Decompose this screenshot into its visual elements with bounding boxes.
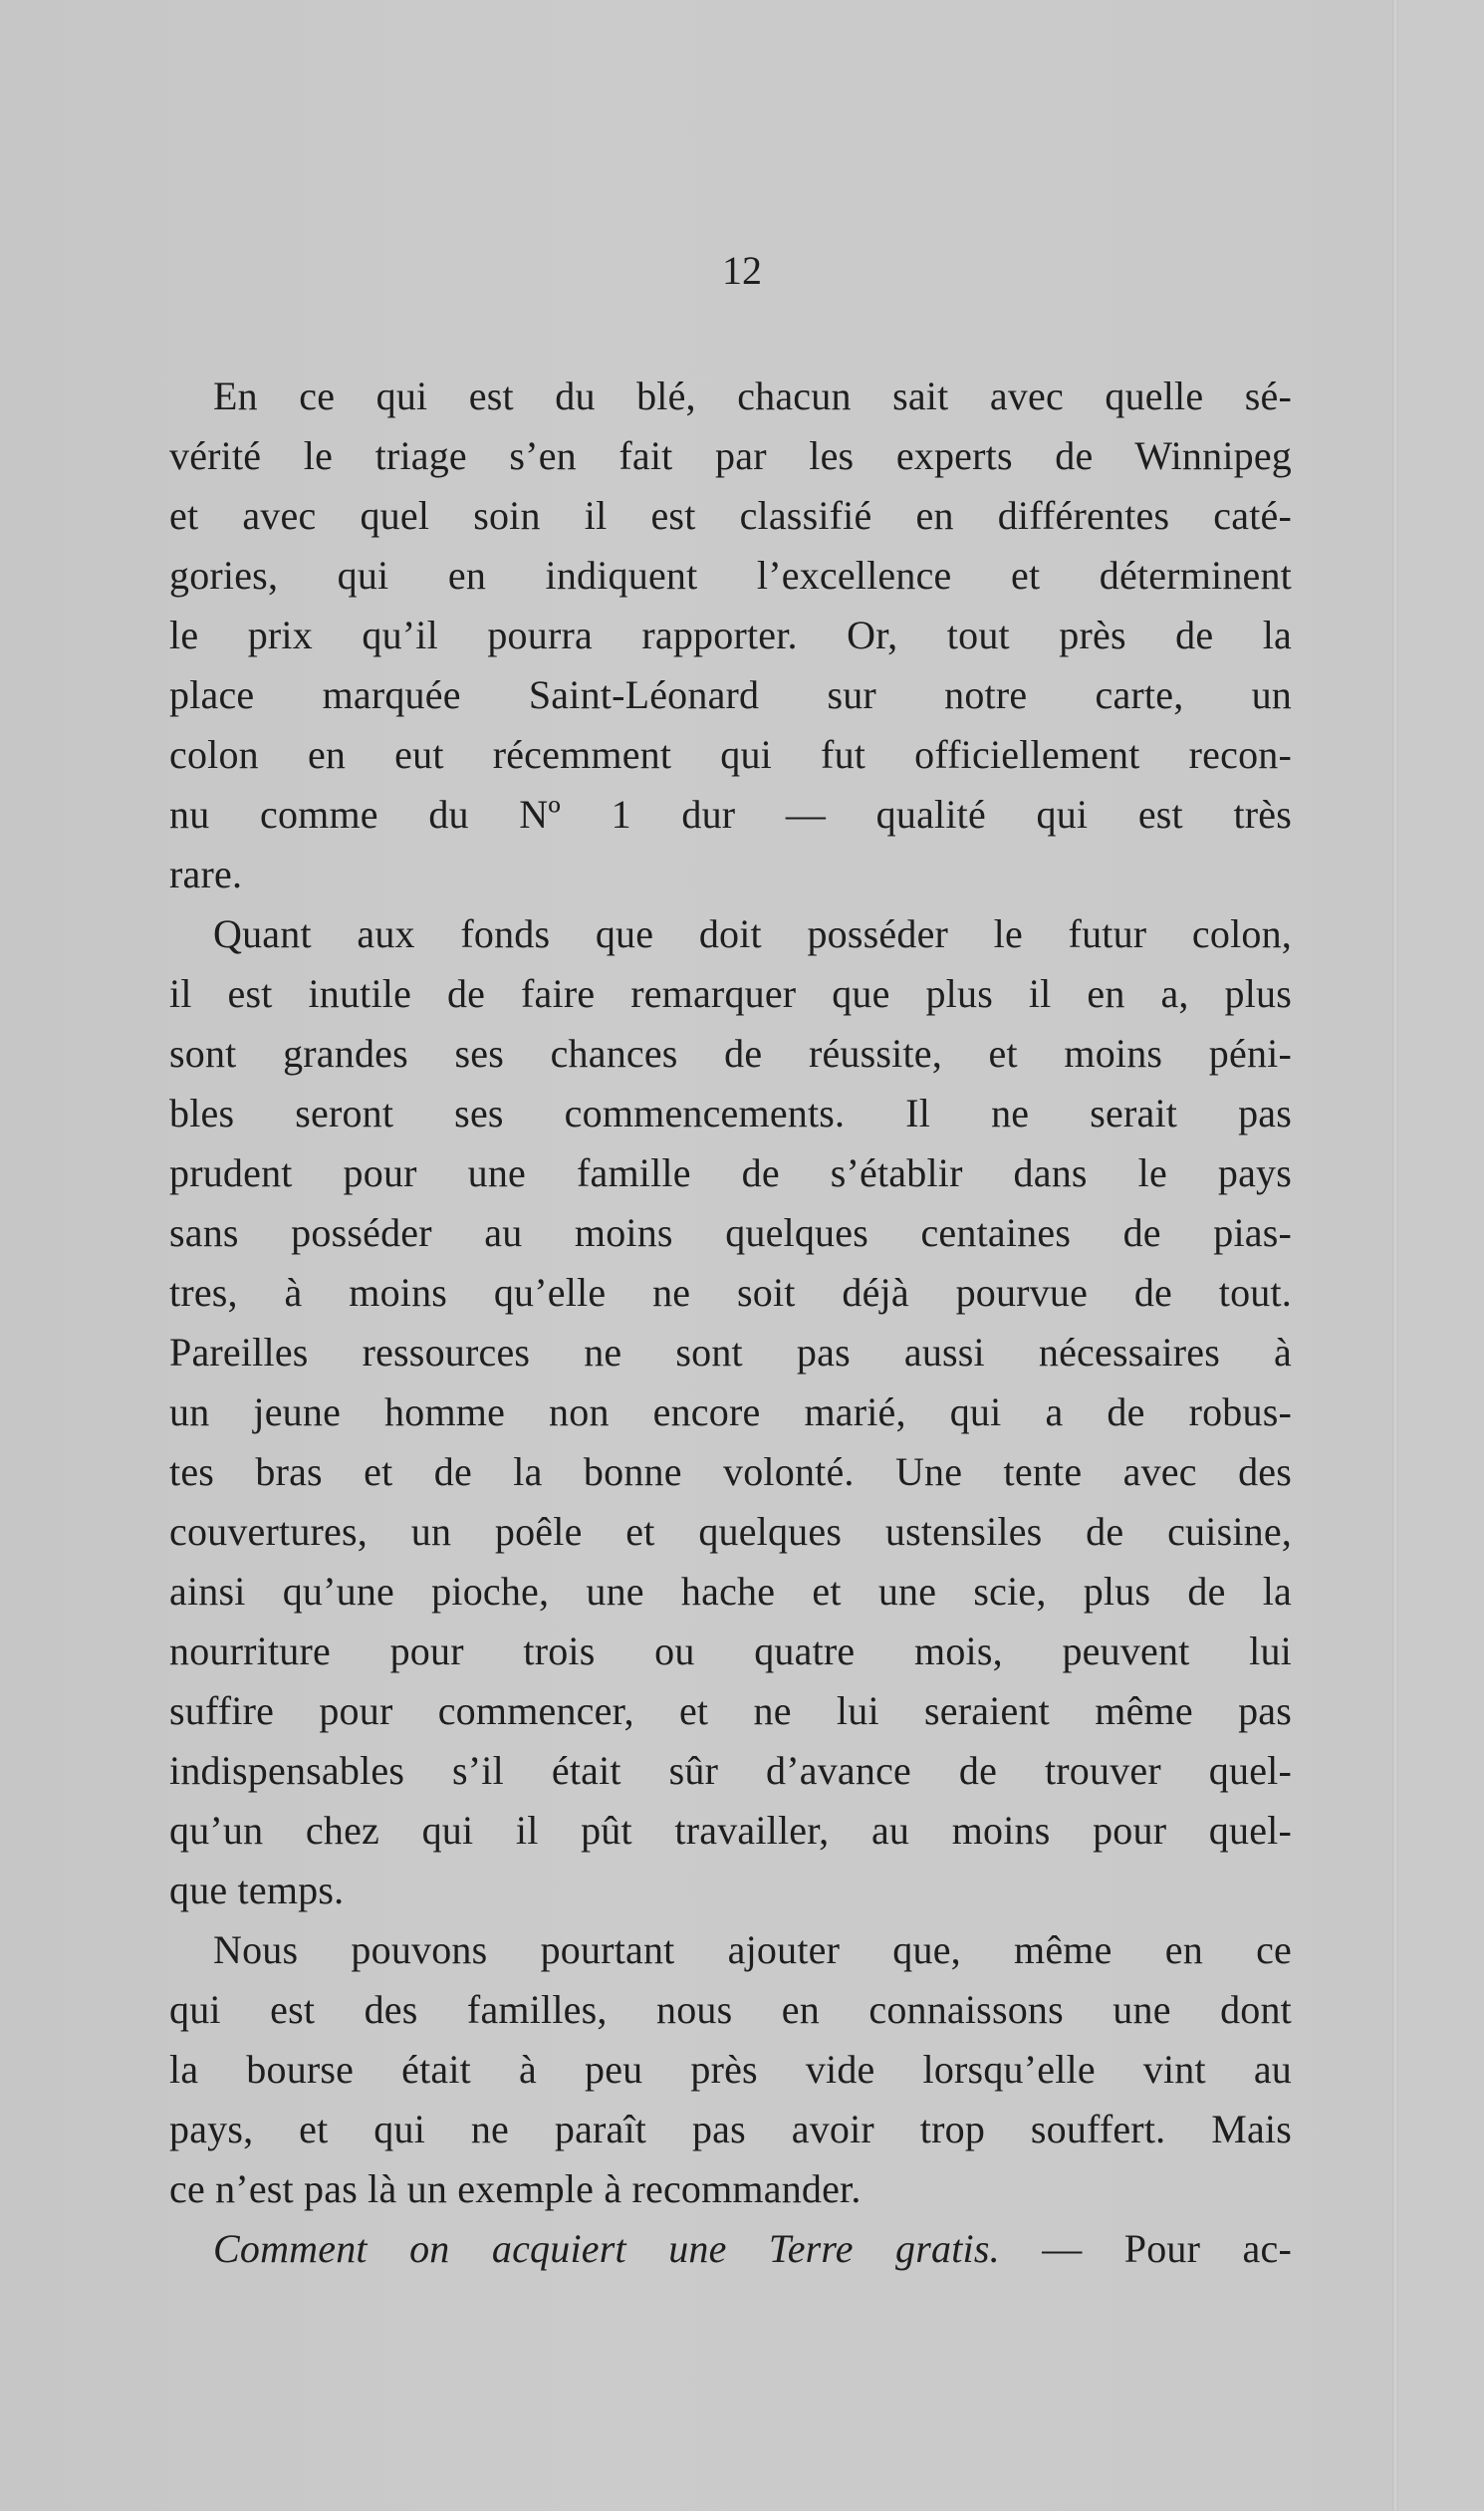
paragraph-wheat-grading [169,367,1292,904]
text-line: tes bras et de la bonne volonté. Une tente avec des [169,1449,1292,1494]
text-line: pays, et qui ne paraît pas avoir trop souffert. Mais [169,2107,1292,2151]
text-line: indispensables s’il était sûr d’avance de trouver quel- [169,1748,1292,1793]
text-line: le prix qu’il pourra rapporter. Or, tout près de la [169,613,1292,657]
text-line: ainsi qu’une pioche, une hache et une scie, plus de la [169,1569,1292,1614]
text-line: Pareilles ressources ne sont pas aussi nécessaires à [169,1330,1292,1375]
text-line: couvertures, un poêle et quelques ustensiles de cuisine, [169,1509,1292,1554]
text-line: En ce qui est du blé, chacun sait avec quelle sé- [213,374,1292,418]
text-line: vérité le triage s’en fait par les experts de Winnipeg [169,433,1292,478]
text-line: qui est des familles, nous en connaissons une dont [169,1987,1292,2032]
text-line: que temps. [169,1868,345,1912]
text-line: sans posséder au moins quelques centaines de pias- [169,1210,1292,1255]
text-line: tres, à moins qu’elle ne soit déjà pourvue de tout. [169,1270,1292,1315]
section-heading-continuation: — Pour ac- [999,2226,1292,2271]
text-line: il est inutile de faire remarquer que plus il en a, plus [169,971,1292,1016]
text-line: Nous pouvons pourtant ajouter que, même en ce [213,1927,1292,1972]
text-line: rare. [169,852,243,896]
section-heading-italic: Comment on acquiert une Terre gratis. [213,2226,1000,2271]
text-line: nu comme du Nº 1 dur — qualité qui est très [169,792,1292,837]
text-line: bles seront ses commencements. Il ne serait pas [169,1091,1292,1135]
text-line: colon en eut récemment qui fut officiellement recon- [169,732,1292,777]
paragraph-free-land [169,2219,1292,2279]
text-line: prudent pour une famille de s’établir dans le pays [169,1150,1292,1195]
text-line: gories, qui en indiquent l’excellence et déterminent [169,553,1292,598]
text-line: sont grandes ses chances de réussite, et moins péni- [169,1031,1292,1076]
text-line: place marquée Saint-Léonard sur notre carte, un [169,672,1292,717]
text-line: un jeune homme non encore marié, qui a de robus- [169,1389,1292,1434]
text-line: qu’un chez qui il pût travailler, au moins pour quel- [169,1808,1292,1853]
text-line: Quant aux fonds que doit posséder le futur colon, [213,911,1292,956]
text-line: et avec quel soin il est classifié en différentes caté- [169,493,1292,538]
body-text [169,367,1292,2279]
paragraph-families [169,1920,1292,2219]
paragraph-colonist-funds [169,904,1292,1920]
page-number: 12 [722,248,762,293]
text-line: nourriture pour trois ou quatre mois, peuvent lui [169,1629,1292,1673]
text-line: ce n’est pas là un exemple à recommander. [169,2166,862,2211]
page-margin-right [1398,0,1484,2511]
text-line: la bourse était à peu près vide lorsqu’elle vint au [169,2047,1292,2092]
section-heading-line [169,2219,1292,2279]
text-line: suffire pour commencer, et ne lui seraient même pas [169,1688,1292,1733]
